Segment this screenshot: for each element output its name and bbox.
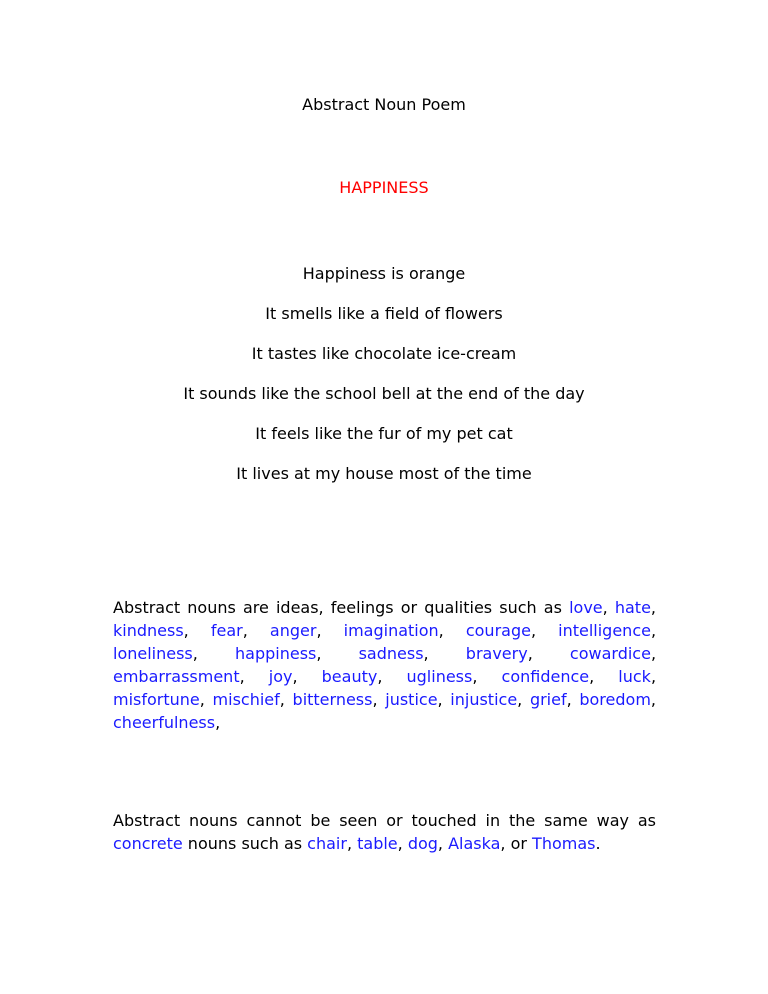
abstract-noun-example: happiness bbox=[235, 644, 317, 663]
abstract-noun-example: mischief bbox=[212, 690, 280, 709]
concrete-noun-example: chair bbox=[307, 834, 347, 853]
poem-line: Happiness is orange bbox=[302, 264, 466, 283]
abstract-noun-example: confidence bbox=[501, 667, 590, 686]
abstract-noun-example: joy bbox=[268, 667, 293, 686]
abstract-noun-example: love bbox=[569, 598, 603, 617]
abstract-noun-example: beauty bbox=[321, 667, 378, 686]
contrast-text: nouns such as bbox=[182, 834, 308, 853]
poem-line: It tastes like chocolate ice-cream bbox=[251, 344, 517, 363]
abstract-noun-example: kindness bbox=[113, 621, 184, 640]
contrast-text: Abstract nouns cannot be seen or touched in the same way as bbox=[113, 811, 656, 830]
concrete-keyword: concrete bbox=[113, 834, 183, 853]
poem-line: It feels like the fur of my pet cat bbox=[255, 424, 513, 443]
abstract-noun-example: luck bbox=[618, 667, 651, 686]
abstract-noun-example: intelligence bbox=[558, 621, 651, 640]
abstract-noun-example: justice bbox=[385, 690, 438, 709]
concrete-noun-example: Thomas bbox=[532, 834, 596, 853]
concrete-noun-example: table bbox=[357, 834, 398, 853]
abstract-noun-example: bravery bbox=[465, 644, 528, 663]
abstract-noun-example: cowardice bbox=[569, 644, 651, 663]
poem-heading: HAPPINESS bbox=[339, 178, 429, 197]
document-title: Abstract Noun Poem bbox=[302, 95, 466, 114]
abstract-noun-example: injustice bbox=[450, 690, 518, 709]
abstract-noun-example: embarrassment bbox=[113, 667, 240, 686]
concrete-noun-contrast: Abstract nouns cannot be seen or touched in the same way as concrete nouns such as chair, table, dog, Alaska, or Thomas. bbox=[113, 811, 656, 853]
abstract-noun-example: loneliness bbox=[113, 644, 193, 663]
abstract-noun-definition: Abstract nouns are ideas, feelings or qualities such as love, hate, kindness, fear, anger, imagination, courage, intelligence, loneliness, happiness, sadness, bravery, cowardice, embarrassment, joy, beauty, ugliness, confidence, luck, misfortune, mischief, bitterness, justice, injustice, grief, boredom, cheerfulness, bbox=[113, 598, 657, 732]
abstract-noun-example: misfortune bbox=[113, 690, 200, 709]
definition-intro-text: Abstract nouns are ideas, feelings or qualities such as bbox=[113, 598, 570, 617]
concrete-noun-example: Alaska bbox=[448, 834, 501, 853]
abstract-noun-example: grief bbox=[529, 690, 567, 709]
abstract-noun-example: cheerfulness bbox=[113, 713, 216, 732]
abstract-noun-example: anger bbox=[269, 621, 317, 640]
abstract-noun-example: sadness bbox=[358, 644, 424, 663]
poem-line: It smells like a field of flowers bbox=[265, 304, 503, 323]
abstract-noun-example: fear bbox=[210, 621, 243, 640]
abstract-noun-example: bitterness bbox=[292, 690, 373, 709]
poem-line: It lives at my house most of the time bbox=[236, 464, 532, 483]
abstract-noun-example: boredom bbox=[579, 690, 651, 709]
poem-line: It sounds like the school bell at the end of the day bbox=[183, 384, 585, 403]
abstract-noun-example: ugliness bbox=[406, 667, 473, 686]
abstract-noun-example: imagination bbox=[343, 621, 439, 640]
abstract-noun-example: hate bbox=[614, 598, 651, 617]
abstract-noun-example: courage bbox=[465, 621, 531, 640]
concrete-noun-example: dog bbox=[407, 834, 438, 853]
